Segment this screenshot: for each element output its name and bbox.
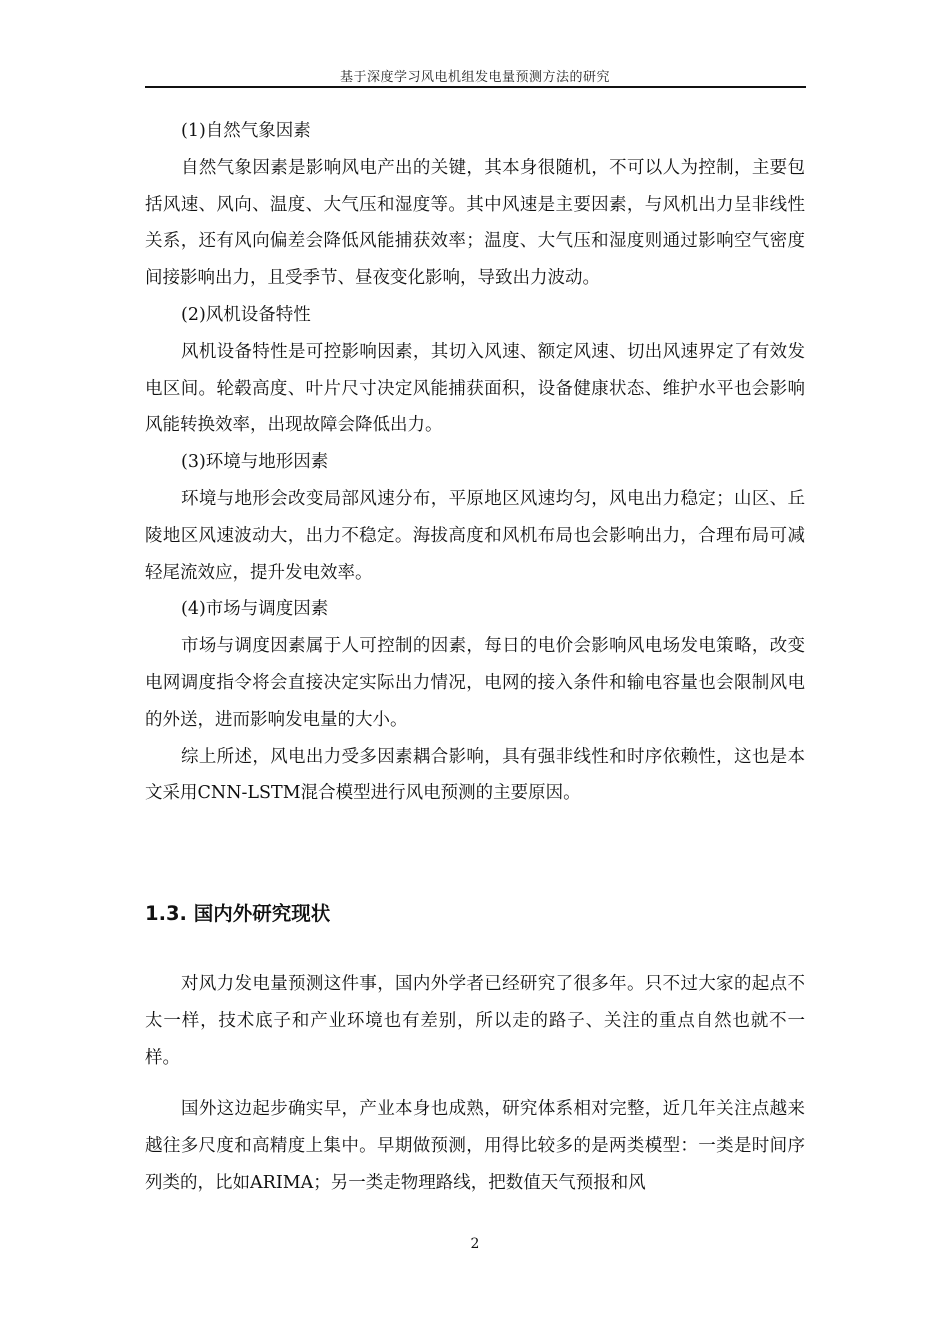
paragraph-research-intro: 对风力发电量预测这件事，国内外学者已经研究了很多年。只不过大家的起点不太一样，技术底子和产业环境也有差别，所以走的路子、关注的重点自然也就不一样。: [145, 974, 805, 1068]
paragraph-natural-weather: 自然气象因素是影响风电产出的关键，其本身很随机，不可以人为控制，主要包括风速、风向、温度、大气压和湿度等。其中风速是主要因素，与风机出力呈非线性关系，还有风向偏差会降低风能捕获效率；温度、大气压和湿度则通过影响空气密度间接影响出力，且受季节、昼夜变化影响，导致出力波动。: [145, 157, 805, 289]
header-rule: [145, 86, 806, 88]
subsection-title-natural-weather: (1)自然气象因素: [181, 121, 311, 141]
running-header: 基于深度学习风电机组发电量预测方法的研究: [339, 70, 610, 85]
paragraph-summary: 综上所述，风电出力受多因素耦合影响，具有强非线性和时序依赖性，这也是本文采用CNN-LSTM混合模型进行风电预测的主要原因。: [145, 746, 805, 804]
section-heading: 1.3. 国内外研究现状: [145, 902, 331, 925]
subsection-title-turbine-equipment: (2)风机设备特性: [181, 304, 311, 325]
research-block-1: [145, 966, 805, 1076]
factors-block: [145, 113, 805, 812]
subsection-title-environment-terrain: (3)环境与地形因素: [181, 452, 329, 473]
paragraph-environment-terrain: 环境与地形会改变局部风速分布，平原地区风速均匀，风电出力稳定；山区、丘陵地区风速波动大，出力不稳定。海拔高度和风机布局也会影响出力，合理布局可减轻尾流效应，提升发电效率。: [145, 488, 805, 583]
research-block-2: [145, 1091, 805, 1201]
paragraph-turbine-equipment: 风机设备特性是可控影响因素，其切入风速、额定风速、切出风速界定了有效发电区间。轮毂高度、叶片尺寸决定风能捕获面积，设备健康状态、维护水平也会影响风能转换效率，出现故障会降低出力。: [145, 341, 805, 436]
paragraph-research-foreign: 国外这边起步确实早，产业本身也成熟，研究体系相对完整，近几年关注点越来越往多尺度和高精度上集中。早期做预测，用得比较多的是两类模型：一类是时间序列类的，比如ARIMA；另一类走物理路线，把数值天气预报和风: [145, 1099, 805, 1193]
paragraph-market-dispatch: 市场与调度因素属于人可控制的因素，每日的电价会影响风电场发电策略，改变电网调度指令将会直接决定实际出力情况，电网的接入条件和输电容量也会限制风电的外送，进而影响发电量的大小。: [145, 636, 805, 730]
page-number: 2: [470, 1236, 480, 1252]
subsection-title-market-dispatch: (4)市场与调度因素: [181, 599, 329, 620]
